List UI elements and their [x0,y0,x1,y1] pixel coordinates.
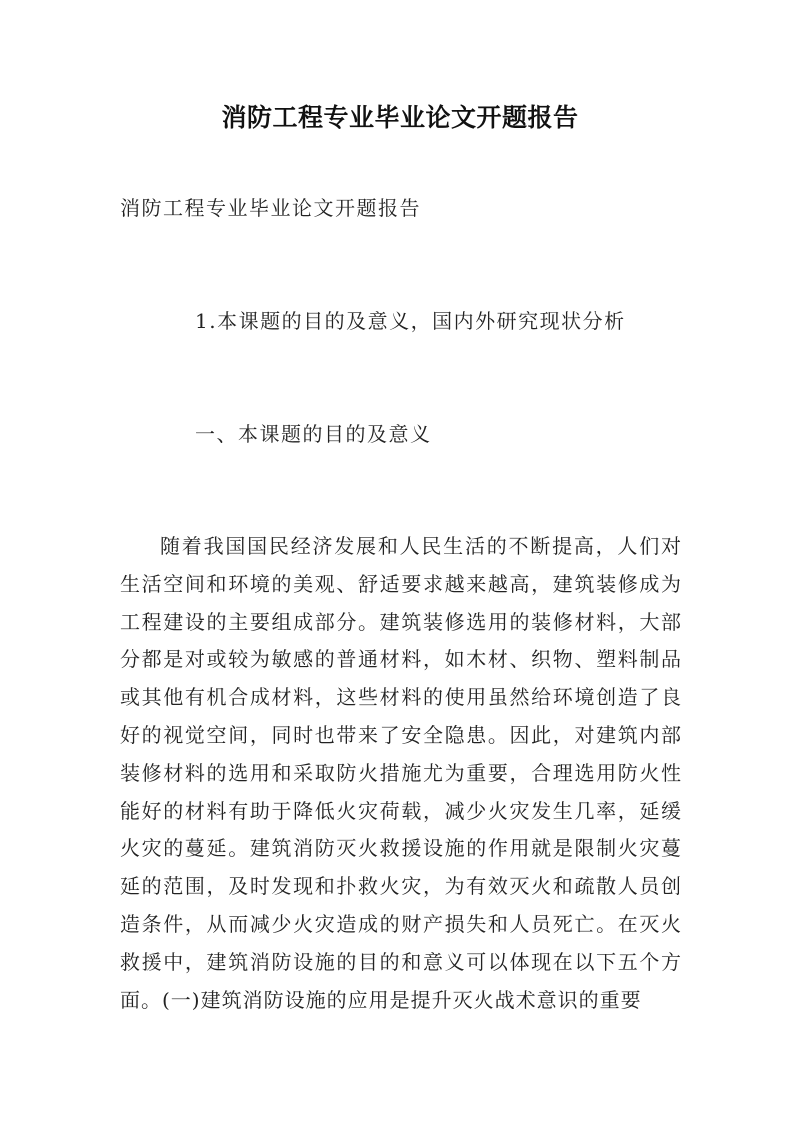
subsection-heading: 一、本课题的目的及意义 [195,422,432,446]
document-title: 消防工程专业毕业论文开题报告 [221,103,579,132]
section-heading: 1.本课题的目的及意义，国内外研究现状分析 [195,309,626,333]
document-subtitle: 消防工程专业毕业论文开题报告 [120,196,421,220]
body-paragraph: 随着我国国民经济发展和人民生活的不断提高，人们对生活空间和环境的美观、舒适要求越来越高，建筑装修成为工程建设的主要组成部分。建筑装修选用的装修材料，大部分都是对或较为敏感的普通材料，如木材、织物、塑料制品或其他有机合成材料，这些材料的使用虽然给环境创造了良好的视觉空间，同时也带来了安全隐患。因此，对建筑内部装修材料的选用和采取防火措施尤为重要，合理选用防火性能好的材料有助于降低火灾荷载，减少火灾发生几率，延缓火灾的蔓延。建筑消防灭火救援设施的作用就是限制火灾蔓延的范围，及时发现和扑救火灾，为有效灭火和疏散人员创造条件，从而减少火灾造成的财产损失和人员死亡。在灭火救援中，建筑消防设施的目的和意义可以体现在以下五个方面。(一)建筑消防设施的应用是提升灭火战术意识的重要 [120,534,682,1012]
